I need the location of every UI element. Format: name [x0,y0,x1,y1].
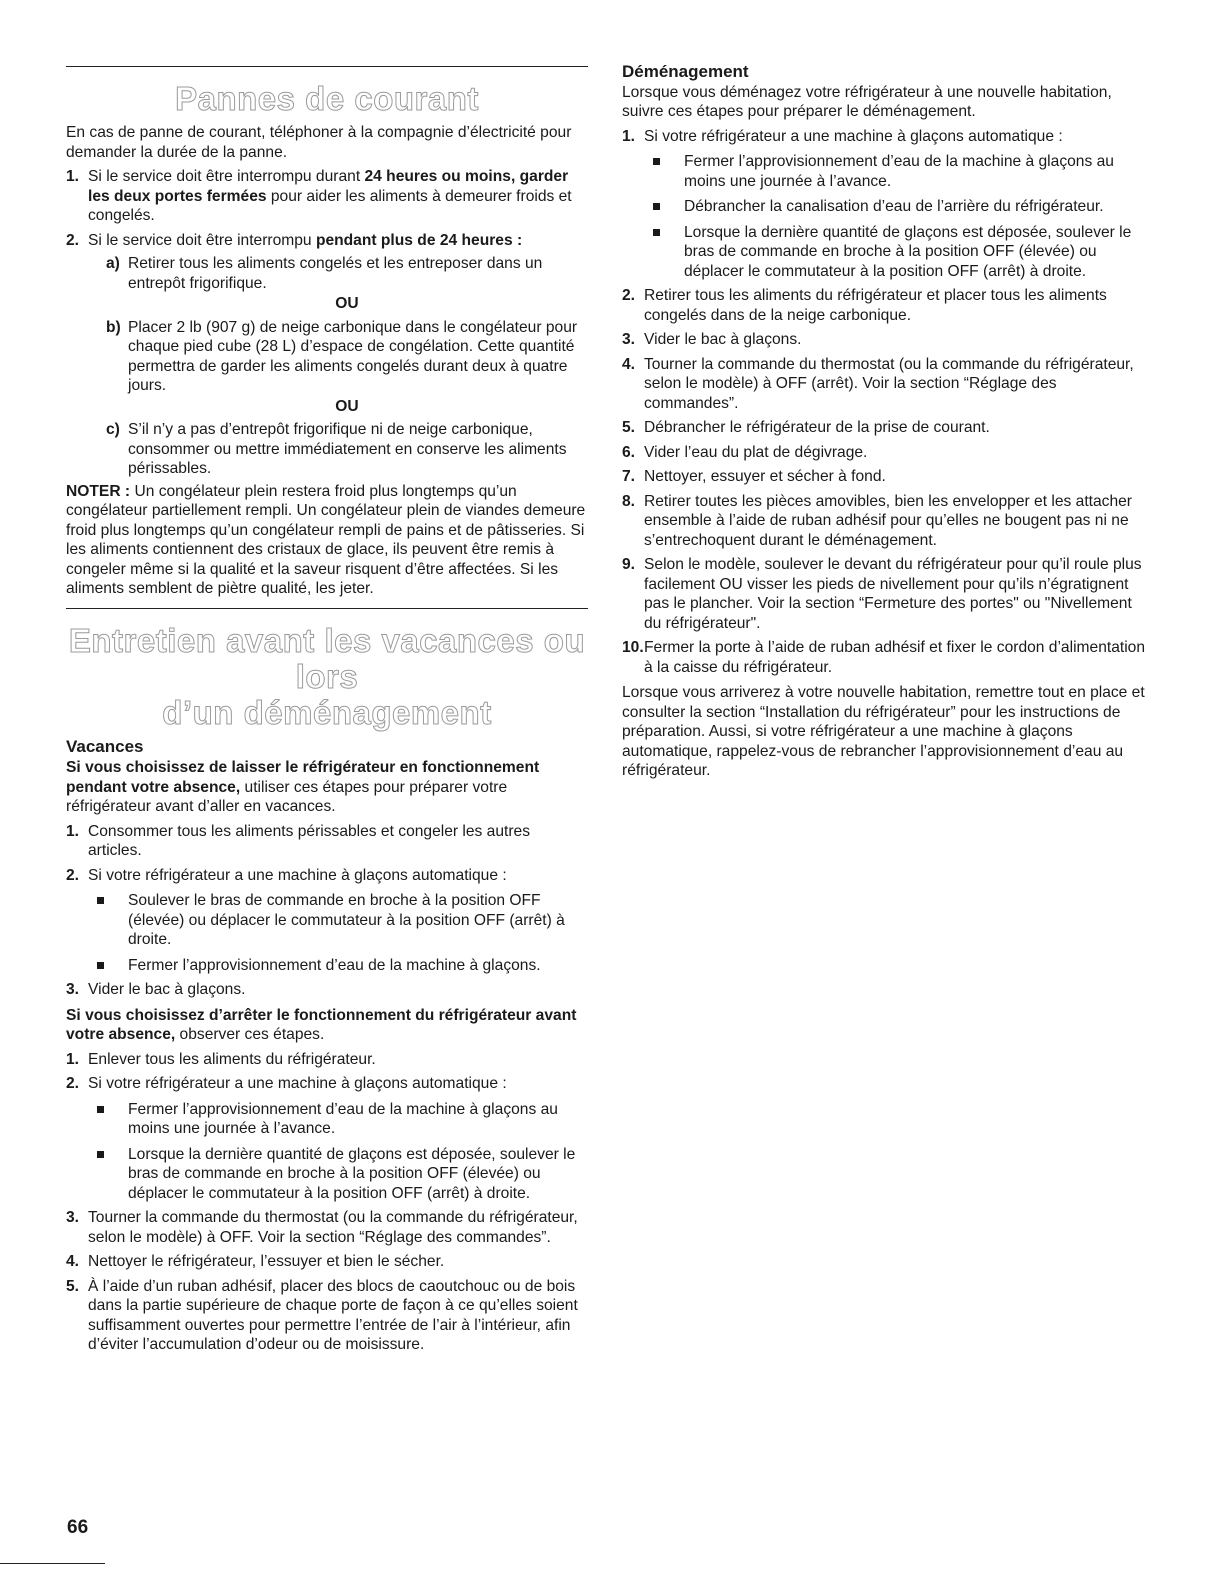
list-item [622,492,1146,551]
bullet-text: Fermer l’approvisionnement d’eau de la machine à glaçons au moins une journée à l’avance. [684,153,1114,190]
intro-text: observer ces étapes. [175,1026,325,1043]
sub-item-letter: a) [106,255,120,272]
right-column [622,0,1146,781]
list-item [66,1074,588,1094]
list-item [622,443,1146,463]
note-label: NOTER : [66,482,131,500]
intro-bold: Si vous choisissez de laisser le réfrigérateur en fonctionnement pendant votre absence, [66,759,540,796]
item-text: Si le service doit être interrompu durant [88,168,365,185]
list-item [622,555,1146,633]
item-number: 2. [66,231,80,249]
list-item [66,1050,588,1070]
bullet-square-icon [92,1145,128,1204]
item-text: Enlever tous les aliments du réfrigérateur. [88,1050,376,1068]
item-text: Tourner la commande du thermostat (ou la commande du réfrigérateur, selon le modèle) à OFF. Voir la section “Réglage des commandes”. [88,1209,578,1246]
item-text: Retirer tous les aliments du réfrigérateur et placer tous les aliments congelés dans de la neige carbonique. [644,287,1107,324]
sub-list-item [66,420,588,479]
list-item [622,286,1146,325]
footer-rule [0,1563,105,1564]
or-separator: OU [335,397,359,415]
item-number: 2. [622,287,636,304]
item-number: 1. [66,168,80,185]
bullet-square-icon [648,152,684,191]
list-item [66,1252,588,1272]
moving-intro: Lorsque vous déménagez votre réfrigérateur à une nouvelle habitation, suivre ces étapes pour préparer le déménagement. [622,83,1112,120]
list-item [622,355,1146,414]
item-number: 1. [66,1050,80,1068]
item-number: 5. [622,419,636,436]
bullet-item [622,152,1146,191]
list-item [66,1277,588,1355]
list-item [66,866,588,886]
moving-closing: Lorsque vous arriverez à votre nouvelle habitation, remettre tout en place et consulter la section “Installation du réfrigérateur” pour les instructions de préparation. Aussi, si votre réfrigérateur a une machine à glaçons automatique, rappelez-vous de rebrancher l’approvisionnement d’eau au réfrigérateur. [622,684,1145,779]
title-line: Entretien avant les vacances ou lors [68,621,586,695]
item-number: 6. [622,443,636,461]
bullet-text: Lorsque la dernière quantité de glaçons est déposée, soulever le bras de commande en broche à la position OFF (élevée) ou déplacer le commutateur à la position OFF (arrêt) à droite. [684,223,1132,280]
vacation-intro-stopped [66,1006,588,1045]
bullet-square-icon [92,1100,128,1139]
bullet-square-icon [648,223,684,282]
item-text: Si votre réfrigérateur a une machine à glaçons automatique : [88,866,507,884]
bullet-item [66,1145,588,1204]
bullet-text: Soulever le bras de commande en broche à la position OFF (élevée) ou déplacer le commutateur à la position OFF (arrêt) à droite. [128,892,565,948]
vacation-intro-running [66,758,588,817]
item-number: 3. [622,331,636,348]
bullet-square-icon [92,891,128,950]
item-number: 9. [622,556,636,573]
bullet-item [622,197,1146,217]
sub-item-text: S’il n’y a pas d’entrepôt frigorifique ni de neige carbonique, consommer ou mettre immédiatement en conserve les aliments périssables. [128,421,567,477]
item-number: 5. [66,1277,80,1295]
list-item [622,638,1146,677]
bullet-item [622,223,1146,282]
page-number: 66 [67,1517,89,1538]
list-item [66,822,588,861]
item-number: 7. [622,468,636,485]
item-bold-text: pendant plus de 24 heures : [315,231,523,249]
or-separator: OU [335,295,359,312]
bullet-item [66,891,588,950]
item-text: Vider le bac à glaçons. [644,331,802,348]
item-text: Nettoyer, essuyer et sécher à fond. [644,468,886,485]
section-rule [66,66,588,67]
bullet-text: Débrancher la canalisation d’eau de l’arrière du réfrigérateur. [684,198,1104,215]
power-outage-intro: En cas de panne de courant, téléphoner à la compagnie d’électricité pour demander la durée de la panne. [66,124,572,161]
list-item [622,418,1146,438]
list-item [66,167,588,226]
sub-item-text: Retirer tous les aliments congelés et les entreposer dans un entrepôt frigorifique. [128,255,543,292]
item-number: 2. [66,866,80,884]
item-text: Vider l’eau du plat de dégivrage. [644,443,868,461]
item-number: 3. [66,981,80,998]
list-item [622,127,1146,147]
item-number: 4. [66,1253,80,1270]
sub-item-text: Placer 2 lb (907 g) de neige carbonique dans le congélateur pour chaque pied cube (28 L) d’espace de congélation. Cette quantité permettra de garder les aliments congelés durant deux à quatre jours. [128,318,578,394]
item-number: 1. [622,127,636,145]
item-text: Vider le bac à glaçons. [88,981,246,998]
left-column [66,0,588,1355]
list-item [66,231,588,251]
moving-heading: Déménagement [622,62,749,81]
item-text: pour aider les aliments à demeurer froids et congelés. [88,187,572,224]
item-text: Consommer tous les aliments périssables et congeler les autres articles. [88,822,531,859]
item-text: Retirer toutes les pièces amovibles, bien les envelopper et les attacher ensemble à l’aide de ruban adhésif pour qu’elles ne bougent pas ni ne s’entrechoquent durant le déménagement. [644,492,1132,549]
item-number: 1. [66,822,80,840]
item-text: À l’aide d’un ruban adhésif, placer des blocs de caoutchouc ou de bois dans la partie supérieure de chaque porte de façon à ce qu’elles soient suffisamment ouvertes pour permettre l’entrée de l’air à l’intérieur, afin d’éviter l’accumulation d’odeur ou de moisissure. [88,1277,578,1353]
item-text: Selon le modèle, soulever le devant du réfrigérateur pour qu’il roule plus facilement OU visser les pieds de nivellement pour qu’ils n’égratignent pas le plancher. Voir la section “Fermeture des portes" ou "Nivellement du réfrigérateur". [644,556,1142,632]
section-rule [66,608,588,609]
note-text: Un congélateur plein restera froid plus longtemps qu’un congélateur partiellement rempli. Un congélateur plein de viandes demeure froid plus longtemps qu’un congélateur rempli de pains et de pâtisseries. Si les aliments contiennent des cristaux de glace, ils peuvent être remis à congeler même si la qualité et la saveur risquent d’être affectées. Si les aliments semblent de piètre qualité, les jeter. [66,482,586,597]
intro-bold: Si vous choisissez d’arrêter le fonctionnement du réfrigérateur avant votre absence, [66,1006,577,1043]
section-title-power-outage: Pannes de courant [175,80,479,117]
item-number: 8. [622,492,636,510]
item-number: 10. [622,639,644,656]
item-number: 2. [66,1075,80,1092]
bullet-text: Lorsque la dernière quantité de glaçons est déposée, soulever le bras de commande en broche à la position OFF (élevée) ou déplacer le commutateur à la position OFF (arrêt) à droite. [128,1145,576,1202]
note-paragraph [66,482,588,599]
item-number: 4. [622,355,636,373]
list-item [622,467,1146,487]
bullet-text: Fermer l’approvisionnement d’eau de la machine à glaçons. [128,956,541,974]
list-item [66,1208,588,1247]
bullet-item [66,956,588,976]
item-text: Si votre réfrigérateur a une machine à glaçons automatique : [88,1075,507,1092]
sub-item-letter: c) [106,421,120,438]
item-bold-text: 24 heures ou moins, garder les deux portes fermées [88,168,569,205]
section-title-maintenance [66,623,588,731]
list-item [622,330,1146,350]
item-text: Fermer la porte à l’aide de ruban adhésif et fixer le cordon d’alimentation à la caisse du réfrigérateur. [644,639,1146,676]
vacation-heading: Vacances [66,736,144,756]
bullet-text: Fermer l’approvisionnement d’eau de la machine à glaçons au moins une journée à l’avance. [128,1100,558,1137]
bullet-item [66,1100,588,1139]
sub-list-item [66,318,588,396]
intro-text: utiliser ces étapes pour préparer votre réfrigérateur avant d’aller en vacances. [66,778,508,815]
item-text: Si votre réfrigérateur a une machine à glaçons automatique : [644,127,1063,145]
item-text: Tourner la commande du thermostat (ou la commande du réfrigérateur, selon le modèle) à OFF (arrêt). Voir la section “Réglage des commandes”. [644,355,1134,412]
item-text: Nettoyer le réfrigérateur, l’essuyer et bien le sécher. [88,1253,445,1270]
bullet-square-icon [648,197,684,217]
item-number: 3. [66,1209,80,1226]
title-line: d’un déménagement [162,693,492,731]
bullet-square-icon [92,956,128,976]
list-item [66,980,588,1000]
sub-item-letter: b) [106,318,121,336]
item-text: Débrancher le réfrigérateur de la prise de courant. [644,419,990,436]
sub-list-item [66,254,588,293]
item-text: Si le service doit être interrompu [88,231,316,249]
